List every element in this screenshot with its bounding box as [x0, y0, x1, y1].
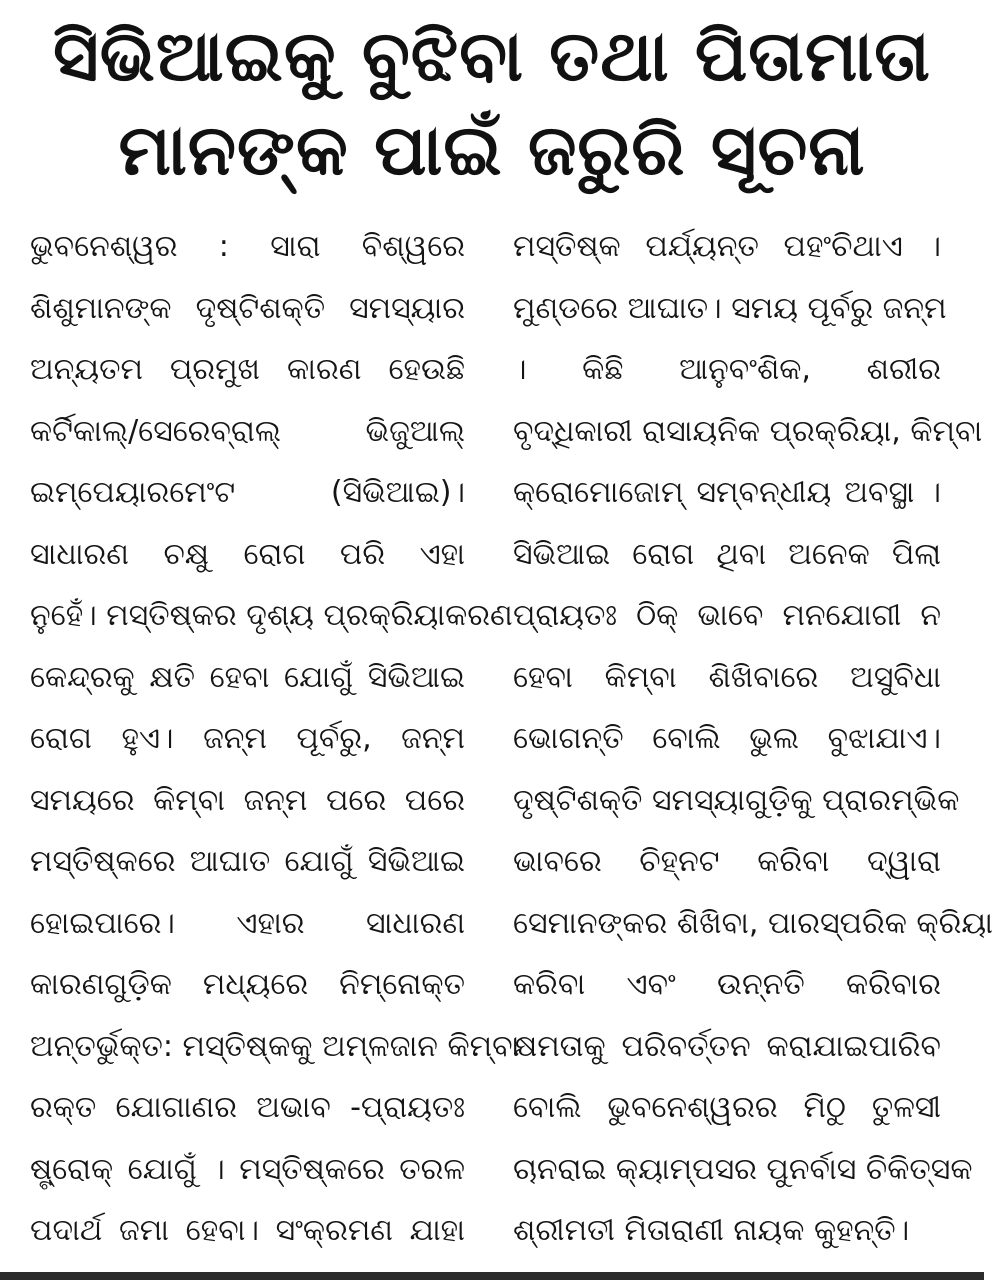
article-line: ଅନ୍ତର୍ଭୁକ୍ତ: ମସ୍ତିଷ୍କକୁ ଅମ୍ଳଜାନ କିମ୍ବା [30, 1028, 520, 1064]
article-line: ଅନ୍ୟତମ ପ୍ରମୁଖ କାରଣ ହେଉଛି [30, 352, 465, 387]
article-column-right [513, 222, 993, 1268]
article-line: ରୋଗ ହୁଏ। ଜନ୍ମ ପୂର୍ବରୁ, ଜନ୍ମ [30, 721, 465, 756]
article-line: ମୁଣ୍ଡରେ ଆଘାତ। ସମୟ ପୂର୍ବରୁ ଜନ୍ମ [513, 290, 947, 326]
article-line: ଭାବରେ ଚିହ୍ନଟ କରିବା ଦ୍ୱାରା [513, 844, 941, 879]
article-line: ପଦାର୍ଥ ଜମା ହେବା। ସଂକ୍ରମଣ ଯାହା [30, 1213, 465, 1248]
article-line: ସମୟରେ କିମ୍ବା ଜନ୍ମ ପରେ ପରେ [30, 782, 465, 818]
article-line: ଦୃଷ୍ଟିଶକ୍ତି ସମସ୍ୟାଗୁଡ଼ିକୁ ପ୍ରାରମ୍ଭିକ [513, 782, 960, 818]
article-line: ପ୍ରାୟତଃ ଠିକ୍ ଭାବେ ମନଯୋଗୀ ନ [513, 598, 941, 633]
headline-line-1: ସିଭିଆଇକୁ ବୁଝିବା ତଥା ପିତାମାତା [53, 15, 931, 97]
article-line: ଚାନରାଇ କ୍ୟାମ୍ପସର ପୁନର୍ବାସ ଚିକିତ୍ସକ [513, 1151, 973, 1187]
headline [0, 0, 984, 205]
article-line: ରକ୍ତ ଯୋଗାଣର ଅଭାବ -ପ୍ରାୟତଃ [30, 1090, 465, 1125]
article-line: ଷ୍ଟ୍ରୋକ୍ ଯୋଗୁଁ । ମସ୍ତିଷ୍କରେ ତରଳ [30, 1151, 465, 1187]
article-line: । କିଛି ଆନୁବଂଶିକ, ଶରୀର [513, 352, 941, 387]
article-line: ସେମାନଙ୍କର ଶିଖିବା, ପାରସ୍ପରିକ କ୍ରିୟା [513, 905, 993, 941]
article-line: ଭୁବନେଶ୍ୱର : ସାରା ବିଶ୍ୱରେ [30, 229, 465, 264]
headline-line-2: ମାନଙ୍କ ପାଇଁ ଜରୁରି ସୂଚନା [118, 109, 866, 191]
article-line: ବୃଦ୍ଧିକାରୀ ରାସାୟନିକ ପ୍ରକ୍ରିୟା, କିମ୍ବା [513, 413, 983, 449]
article-line: ଶିଶୁମାନଙ୍କ ଦୃଷ୍ଟିଶକ୍ତି ସମସ୍ୟାର [30, 290, 465, 326]
article-line: ନୁହେଁ। ମସ୍ତିଷ୍କର ଦୃଶ୍ୟ ପ୍ରକ୍ରିୟାକରଣ [30, 598, 513, 633]
article-line: ବୋଲି ଭୁବନେଶ୍ୱରର ମିଠୁ ତୁଳସୀ [513, 1090, 941, 1125]
article-line: କ୍ରୋମୋଜୋମ୍ ସମ୍ବନ୍ଧୀୟ ଅବସ୍ଥା । [513, 475, 941, 510]
article-line: ଭୋଗନ୍ତି ବୋଲି ଭୁଲ ବୁଝାଯାଏ। [513, 721, 941, 756]
article-line: କରିବା ଏବଂ ଉନ୍ନତି କରିବାର [513, 967, 941, 1002]
article-line: କ୍ଷମତାକୁ ପରିବର୍ତ୍ତନ କରାଯାଇପାରିବ [513, 1028, 941, 1064]
bottom-rule [0, 1272, 984, 1280]
article-line: ସାଧାରଣ ଚକ୍ଷୁ ରୋଗ ପରି ଏହା [30, 536, 465, 572]
article-line: ଇମ୍ପେୟାରମେଂଟ (ସିଭିଆଇ)। [30, 475, 465, 510]
article-line: ମସ୍ତିଷ୍କ ପର୍ଯ୍ୟନ୍ତ ପହଂଚିଥାଏ । [513, 229, 941, 264]
article-line: ଶ୍ରୀମତୀ ମିତାରାଣୀ ନାୟକ କୁହନ୍ତି। [513, 1213, 910, 1248]
article-line: କାରଣଗୁଡ଼ିକ ମଧ୍ୟରେ ନିମ୍ନୋକ୍ତ [30, 967, 465, 1002]
article-line: ସିଭିଆଇ ରୋଗ ଥିବା ଅନେକ ପିଲା [513, 536, 941, 572]
article-line: କର୍ଟିକାଲ୍/ସେରେବ୍ରାଲ୍ ଭିଜୁଆଲ୍ [30, 413, 465, 449]
article-line: ମସ୍ତିଷ୍କରେ ଆଘାତ ଯୋଗୁଁ ସିଭିଆଇ [30, 844, 465, 879]
article-line: କେନ୍ଦ୍ରକୁ କ୍ଷତି ହେବା ଯୋଗୁଁ ସିଭିଆଇ [30, 659, 465, 695]
article-column-left [30, 222, 520, 1268]
article-line: ହେବା କିମ୍ବା ଶିଖିବାରେ ଅସୁବିଧା [513, 659, 941, 695]
article-line: ହୋଇପାରେ। ଏହାର ସାଧାରଣ [30, 905, 465, 941]
